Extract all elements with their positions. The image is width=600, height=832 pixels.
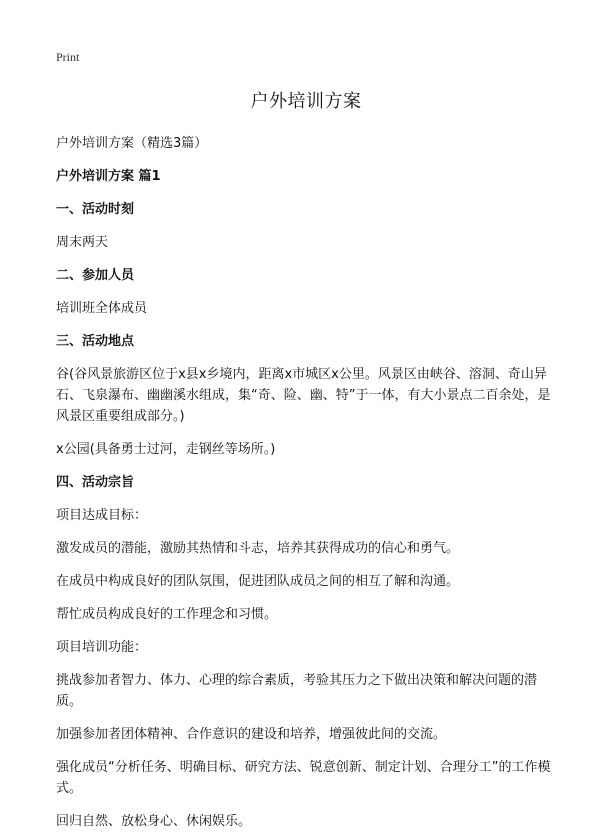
section-text-place-2: x公园(具备勇士过河，走钢丝等场所。) bbox=[56, 442, 276, 457]
section-heading-time: 一、活动时刻 bbox=[56, 202, 135, 217]
section-text-people: 培训班全体成员 bbox=[56, 301, 148, 316]
section-text-time: 周末两天 bbox=[56, 235, 109, 250]
function-item-1: 挑战参加者智力、体力、心理的综合素质，考验其压力之下做出决策和解决问题的潜质。 bbox=[56, 673, 538, 709]
document-title: 户外培训方案 bbox=[250, 91, 362, 112]
goal-item-3: 帮忙成员构成良好的工作理念和习惯。 bbox=[56, 607, 278, 622]
goal-item-2: 在成员中构成良好的团队氛围，促进团队成员之间的相互了解和沟通。 bbox=[56, 574, 460, 589]
section-heading-people: 二、参加人员 bbox=[56, 268, 135, 283]
section-heading-purpose: 四、活动宗旨 bbox=[56, 475, 135, 490]
print-link[interactable]: Print bbox=[56, 50, 80, 64]
section-text-place-1: 谷(谷风景旅游区位于x县x乡境内，距离x市城区x公里。风景区由峡谷、溶洞、奇山异石、飞泉瀑布、幽幽溪水组成，集“奇、险、幽、特”于一体，有大小景点二百余处，是风景区重要组成部分。) bbox=[56, 367, 551, 424]
function-item-2: 加强参加者团体精神、合作意识的建设和培养，增强彼此间的交流。 bbox=[56, 727, 447, 742]
goal-item-1: 激发成员的潜能，激励其热情和斗志，培养其获得成功的信心和勇气。 bbox=[56, 541, 460, 556]
goal-label: 项目达成目标： bbox=[56, 508, 148, 523]
function-label: 项目培训功能： bbox=[56, 640, 148, 655]
section-heading-place: 三、活动地点 bbox=[56, 334, 135, 349]
function-item-4: 回归自然、放松身心、休闲娱乐。 bbox=[56, 814, 252, 829]
article-heading: 户外培训方案 篇1 bbox=[56, 169, 161, 184]
document-subtitle: 户外培训方案（精选3篇） bbox=[56, 136, 208, 151]
function-item-3: 强化成员“分析任务、明确目标、研究方法、锐意创新、制定计划、合理分工”的工作模式。 bbox=[56, 760, 551, 796]
